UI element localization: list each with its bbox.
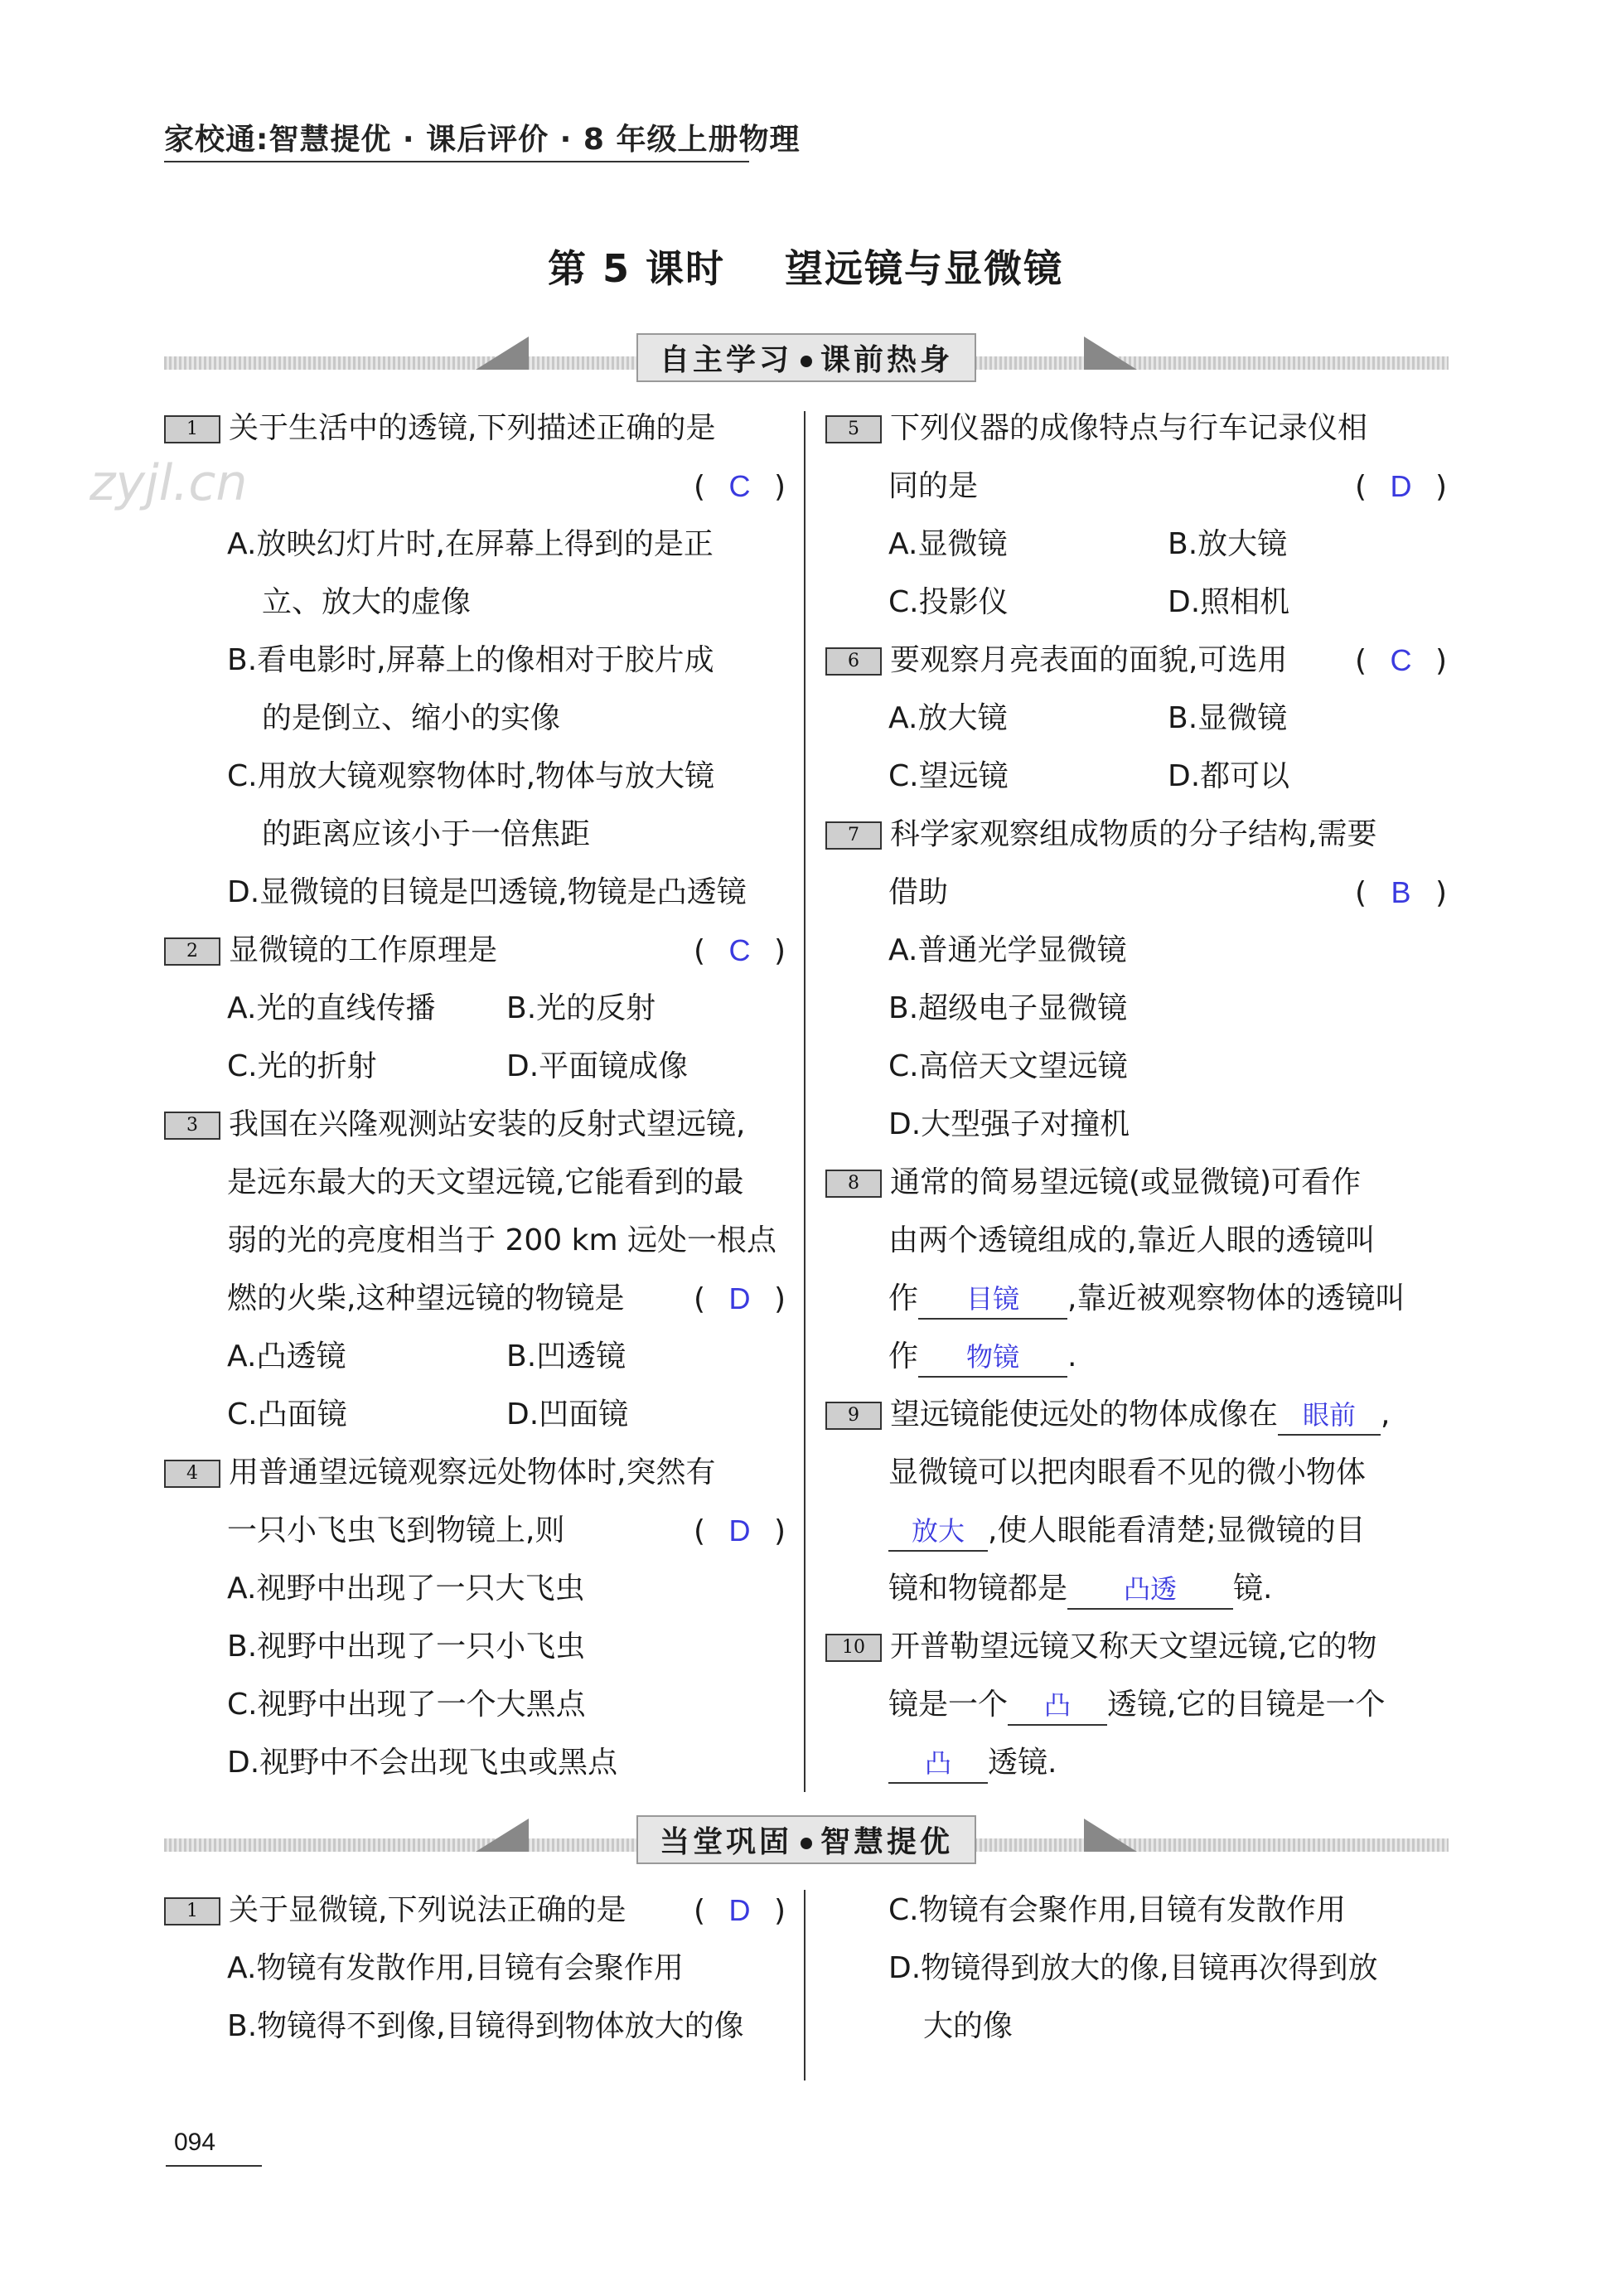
question-8: 8 通常的简易望远镜(或显微镜)可看作 由两个透镜组成的,靠近人眼的透镜叫 作 目镜 ,靠近被观察物体的透镜叫 作 物镜 . bbox=[825, 1154, 1447, 1386]
section-banner-label: 自主学习 课前热身 bbox=[636, 333, 976, 382]
header-text: 家校通:智慧提优 · 课后评价 · 8 年级上册物理 bbox=[164, 123, 801, 157]
column-divider bbox=[804, 411, 806, 1792]
answer-bracket: ( C ) bbox=[694, 933, 786, 968]
question-number: 7 bbox=[825, 821, 882, 850]
left-column bbox=[164, 400, 786, 1792]
question-10: 10 开普勒望远镜又称天文望远镜,它的物 镜是一个 凸 透镜,它的目镜是一个 凸 透镜. bbox=[825, 1618, 1447, 1792]
answer-bracket: ( D ) bbox=[1355, 469, 1447, 504]
question-number: 10 bbox=[825, 1634, 882, 1662]
question-3: 3 我国在兴隆观测站安装的反射式望远镜, 是远东最大的天文望远镜,它能看到的最 弱的光的亮度相当于 200 km 远处一根点 燃的火柴,这种望远镜的物镜是 ( D ) A.凸透镜 B.凹透镜 C.凸面镜 D.凹面镜 bbox=[164, 1096, 786, 1444]
question-number: 8 bbox=[825, 1170, 882, 1198]
question-5: 5 下列仪器的成像特点与行车记录仪相 同的是 ( D ) A.显微镜 B.放大镜 C.投影仪 D.照相机 bbox=[825, 400, 1447, 632]
page-number-rule bbox=[166, 2165, 262, 2167]
right-column bbox=[825, 400, 1447, 1792]
question-number: 1 bbox=[164, 1897, 220, 1925]
left-column-practice bbox=[164, 1882, 786, 2056]
question-7: 7 科学家观察组成物质的分子结构,需要 借助 ( B ) A.普通光学显微镜 B.超级电子显微镜 C.高倍天文望远镜 D.大型强子对撞机 bbox=[825, 806, 1447, 1154]
header-rule bbox=[164, 161, 749, 162]
fill-blank-answer: 眼前 bbox=[1278, 1396, 1381, 1436]
question-2: 2 显微镜的工作原理是 ( C ) A.光的直线传播 B.光的反射 C.光的折射 D.平面镜成像 bbox=[164, 922, 786, 1096]
page-number: 094 bbox=[174, 2129, 216, 2156]
right-column-practice: C.物镜有会聚作用,目镜有发散作用 D.物镜得到放大的像,目镜再次得到放 大的像 bbox=[888, 1893, 1378, 2043]
answer-bracket: ( C ) bbox=[1355, 643, 1447, 678]
section-banner-consolidate bbox=[164, 1815, 1449, 1867]
section-banner-label: 当堂巩固 智慧提优 bbox=[636, 1815, 976, 1864]
question-4: 4 用普通望远镜观察远处物体时,突然有 一只小飞虫飞到物镜上,则 ( D ) A.视野中出现了一只大飞虫 B.视野中出现了一只小飞虫 C.视野中出现了一个大黑点 D.视野中不会出现飞虫或黑点 bbox=[164, 1444, 786, 1792]
question-number: 4 bbox=[164, 1460, 220, 1488]
question-6: 6 要观察月亮表面的面貌,可选用 ( C ) A.放大镜 B.显微镜 C.望远镜 D.都可以 bbox=[825, 632, 1447, 806]
question-9: 9 望远镜能使远处的物体成像在 眼前 , 显微镜可以把肉眼看不见的微小物体 放大 ,使人眼能看清楚;显微镜的目 镜和物镜都是 凸透 镜. bbox=[825, 1386, 1447, 1618]
practice-question-1: 1 关于显微镜,下列说法正确的是 ( D ) A.物镜有发散作用,目镜有会聚作用 B.物镜得不到像,目镜得到物体放大的像 bbox=[164, 1882, 786, 2056]
lesson-title: 第 5 课时 望远镜与显微镜 bbox=[547, 246, 1064, 291]
fill-blank-answer: 目镜 bbox=[918, 1280, 1067, 1320]
question-number: 5 bbox=[825, 415, 882, 443]
question-number: 3 bbox=[164, 1112, 220, 1140]
answer-bracket: ( C ) bbox=[694, 469, 786, 504]
bullet-dot-icon bbox=[801, 356, 812, 367]
column-divider bbox=[804, 1890, 806, 2080]
fill-blank-answer: 凸 bbox=[888, 1744, 988, 1784]
question-number: 1 bbox=[164, 415, 220, 443]
question-number: 9 bbox=[825, 1402, 882, 1430]
fill-blank-answer: 凸 bbox=[1008, 1686, 1107, 1726]
section-banner-prestudy bbox=[164, 333, 1449, 385]
fill-blank-answer: 凸透 bbox=[1067, 1570, 1233, 1610]
fill-blank-answer: 放大 bbox=[888, 1512, 988, 1552]
question-number: 6 bbox=[825, 647, 882, 676]
question-number: 2 bbox=[164, 937, 220, 966]
fill-blank-answer: 物镜 bbox=[918, 1338, 1067, 1378]
watermark-logo: zyjl.cn bbox=[90, 454, 248, 512]
answer-bracket: ( D ) bbox=[694, 1893, 786, 1928]
answer-bracket: ( B ) bbox=[1355, 875, 1447, 910]
question-1: 1 关于生活中的透镜,下列描述正确的是 ( C ) A.放映幻灯片时,在屏幕上得到的是正 立、放大的虚像 B.看电影时,屏幕上的像相对于胶片成 的是倒立、缩小的实像 C.用放大镜观察物体时,物体与放大镜 的距离应该小于一倍焦距 D.显微镜的目镜是凹透镜,物镜是凸透镜 bbox=[164, 400, 786, 922]
bullet-dot-icon bbox=[801, 1838, 812, 1849]
answer-bracket: ( D ) bbox=[694, 1514, 786, 1548]
running-header bbox=[164, 116, 801, 167]
answer-bracket: ( D ) bbox=[694, 1281, 786, 1316]
